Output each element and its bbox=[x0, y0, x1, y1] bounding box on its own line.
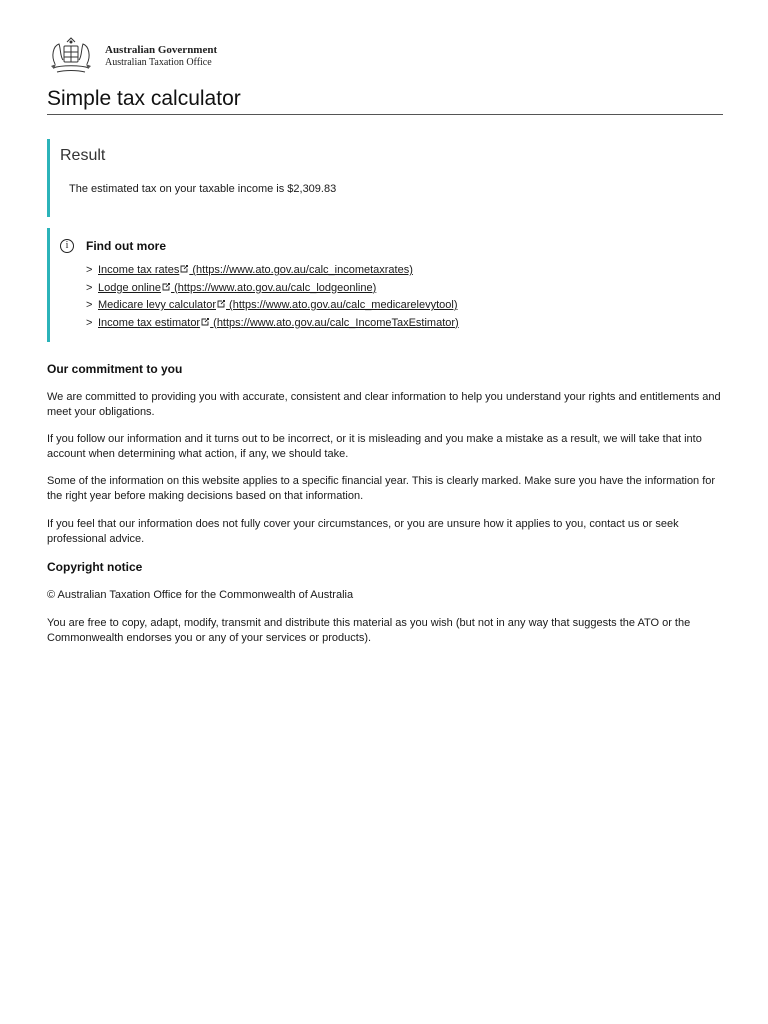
link-url: (https://www.ato.gov.au/calc_lodgeonline) bbox=[171, 281, 377, 294]
result-heading: Result bbox=[60, 147, 106, 164]
list-item bbox=[86, 298, 459, 316]
external-link-icon bbox=[179, 264, 189, 274]
external-link-icon bbox=[200, 317, 210, 327]
chevron-right-icon: > bbox=[86, 264, 93, 276]
link-lodge-online[interactable] bbox=[98, 282, 376, 294]
chevron-right-icon: > bbox=[86, 299, 93, 311]
list-item bbox=[86, 316, 459, 334]
gov-name: Australian Government bbox=[105, 44, 218, 56]
agency-name: Australian Taxation Office bbox=[105, 57, 212, 68]
chevron-right-icon: > bbox=[86, 316, 93, 329]
link-label: Income tax rates bbox=[98, 264, 180, 276]
find-out-more-panel bbox=[47, 228, 723, 342]
copyright-heading: Copyright notice bbox=[47, 560, 143, 574]
result-text: The estimated tax on your taxable income is $2,309.83 bbox=[69, 183, 337, 195]
link-url: (https://www.ato.gov.au/calc_medicarelevytool) bbox=[226, 299, 458, 311]
link-income-tax-estimator[interactable] bbox=[98, 317, 459, 329]
link-url: (https://www.ato.gov.au/calc_incometaxrates) bbox=[189, 264, 413, 276]
page-title: Simple tax calculator bbox=[47, 86, 723, 115]
link-url: (https://www.ato.gov.au/calc_IncomeTaxEstimator) bbox=[210, 316, 459, 329]
info-icon: i bbox=[60, 239, 74, 253]
chevron-right-icon: > bbox=[86, 281, 93, 294]
link-label: Lodge online bbox=[98, 281, 162, 294]
link-medicare-levy-calculator[interactable] bbox=[98, 299, 458, 311]
commitment-paragraph-1: We are committed to providing you with accurate, consistent and clear information to help you understand your rights and entitlements and meet your obligations. bbox=[47, 391, 721, 418]
ato-logo[interactable] bbox=[47, 34, 247, 76]
copyright-text: You are free to copy, adapt, modify, transmit and distribute this material as you wish (but not in any way that suggests the ATO or the Commonwealth endorses you or any of your services or products). bbox=[47, 617, 691, 644]
copyright-owner: © Australian Taxation Office for the Commonwealth of Australia bbox=[47, 589, 354, 601]
link-income-tax-rates[interactable] bbox=[98, 264, 413, 276]
external-link-icon bbox=[161, 282, 171, 292]
commitment-paragraph-3: Some of the information on this website applies to a specific financial year. This is clearly marked. Make sure you have the information for the right year before making decisions based on that information. bbox=[47, 475, 716, 502]
external-link-icon bbox=[216, 299, 226, 309]
list-item bbox=[86, 263, 459, 281]
find-out-more-heading: Find out more bbox=[86, 239, 166, 253]
commitment-paragraph-2: If you follow our information and it turns out to be incorrect, or it is misleading and you make a mistake as a result, we will take that into account when determining what action, if any, we should take. bbox=[47, 433, 702, 460]
list-item bbox=[86, 281, 459, 299]
link-label: Medicare levy calculator bbox=[98, 299, 216, 311]
coat-of-arms-icon bbox=[47, 34, 95, 76]
commitment-heading: Our commitment to you bbox=[47, 362, 183, 376]
link-label: Income tax estimator bbox=[98, 316, 201, 329]
gov-wordmark bbox=[105, 44, 217, 69]
commitment-paragraph-4: If you feel that our information does not fully cover your circumstances, or you are unsure how it applies to you, contact us or seek professional advice. bbox=[47, 518, 679, 545]
link-list bbox=[86, 263, 459, 333]
result-panel bbox=[47, 139, 723, 217]
